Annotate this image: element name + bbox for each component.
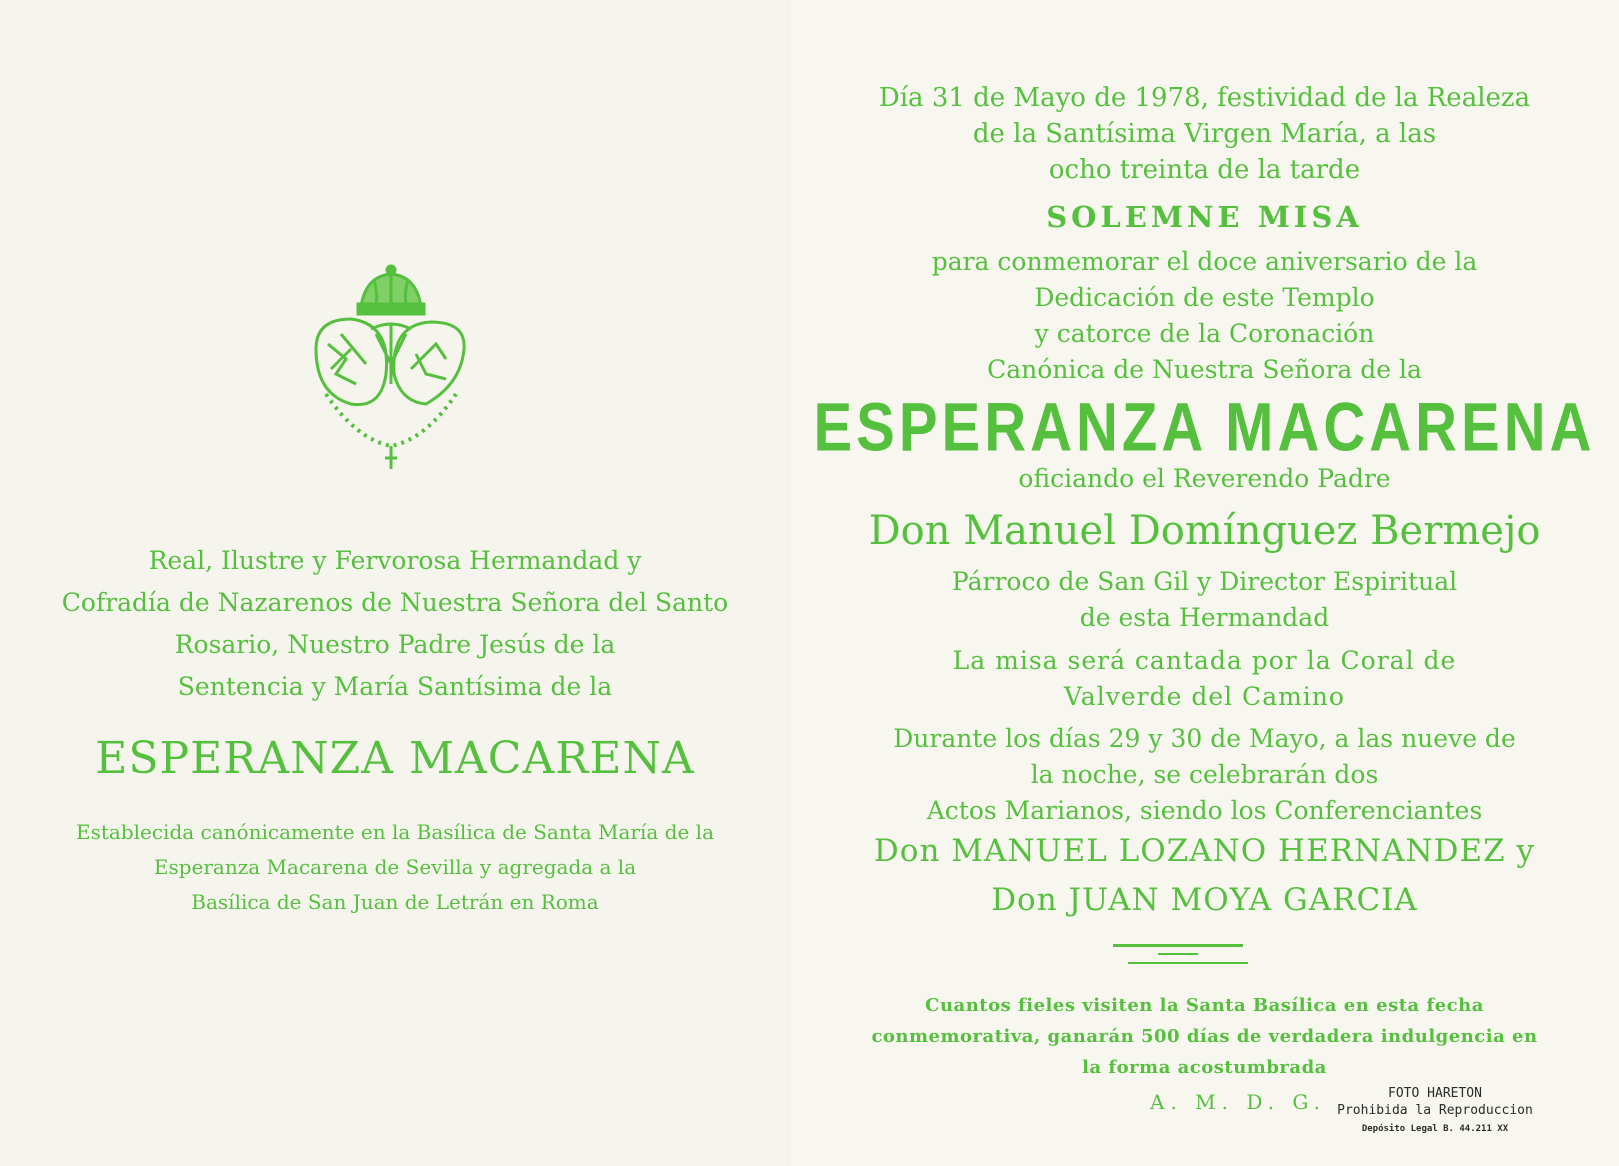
priest-title <box>790 564 1619 636</box>
text-line: Cuantos fieles visiten la Santa Basílica en esta fecha <box>925 995 1484 1016</box>
text-line: ocho treinta de la tarde <box>1048 155 1361 185</box>
text-line: Párroco de San Gil y Director Espiritual <box>951 567 1458 596</box>
text-line: La misa será cantada por la Coral de <box>952 646 1457 675</box>
text-line: la noche, se celebrarán dos <box>1030 760 1379 789</box>
text-line: Canónica de Nuestra Señora de la <box>987 355 1422 384</box>
text-line: Basílica de San Juan de Letrán en Roma <box>191 890 599 914</box>
credit-line: FOTO HARETON <box>1388 1086 1482 1101</box>
text-line: Actos Marianos, siendo los Conferenciantes <box>926 796 1483 825</box>
text-line: Durante los días 29 y 30 de Mayo, a las nueve de <box>893 724 1516 753</box>
text-line: y catorce de la Coronación <box>1034 319 1375 348</box>
establishment-note <box>0 815 790 920</box>
left-page <box>0 0 790 1166</box>
text-line: conmemorativa, ganarán 500 días de verdadera indulgencia en <box>871 1026 1538 1047</box>
photo-credit <box>1325 1085 1545 1139</box>
officiant-intro: oficiando el Reverendo Padre <box>1018 464 1391 493</box>
main-title: ESPERANZA MACARENA <box>813 389 1596 466</box>
mass-purpose <box>790 244 1619 388</box>
priest-name: Don Manuel Domínguez Bermejo <box>868 508 1541 554</box>
text-line: Día 31 de Mayo de 1978, festividad de la Realeza <box>878 83 1531 113</box>
left-title: ESPERANZA MACARENA <box>95 733 695 784</box>
speaker-2: Don JUAN MOYA GARCIA <box>991 882 1418 918</box>
marian-acts-note <box>790 721 1619 829</box>
text-line: Real, Ilustre y Fervorosa Hermandad y <box>148 546 642 575</box>
divider-top <box>1113 944 1243 947</box>
brotherhood-name <box>0 540 790 708</box>
text-line: para conmemorar el doce aniversario de la <box>931 247 1478 276</box>
text-line: de la Santísima Virgen María, a las <box>972 119 1437 149</box>
text-line: la forma acostumbrada <box>1082 1057 1327 1078</box>
amdg-motto: A. M. D. G. <box>1150 1090 1327 1114</box>
text-line: Valverde del Camino <box>1064 682 1345 711</box>
text-line: Sentencia y María Santísima de la <box>177 672 613 701</box>
text-line: Rosario, Nuestro Padre Jesús de la <box>174 630 616 659</box>
credit-line: Prohibida la Reproduccion <box>1337 1103 1533 1118</box>
solemne-misa-heading: SOLEMNE MISA <box>1046 200 1363 234</box>
divider-base <box>1128 962 1248 964</box>
text-line: Esperanza Macarena de Sevilla y agregada a la <box>153 855 637 879</box>
text-line: de esta Hermandad <box>1079 603 1330 632</box>
divider-bottom <box>1158 953 1198 955</box>
legal-deposit: Depósito Legal B. 44.211 XX <box>1361 1124 1509 1134</box>
right-page <box>790 0 1619 1166</box>
speaker-1: Don MANUEL LOZANO HERNANDEZ y <box>873 833 1536 869</box>
text-line: Establecida canónicamente en la Basílica de Santa María de la <box>76 820 714 844</box>
indulgence-note <box>790 990 1619 1083</box>
choir-note <box>790 643 1619 715</box>
crowned-emblem-icon <box>306 264 476 474</box>
event-date <box>790 80 1619 188</box>
text-line: Cofradía de Nazarenos de Nuestra Señora del Santo <box>61 588 729 617</box>
text-line: Dedicación de este Templo <box>1034 283 1375 312</box>
